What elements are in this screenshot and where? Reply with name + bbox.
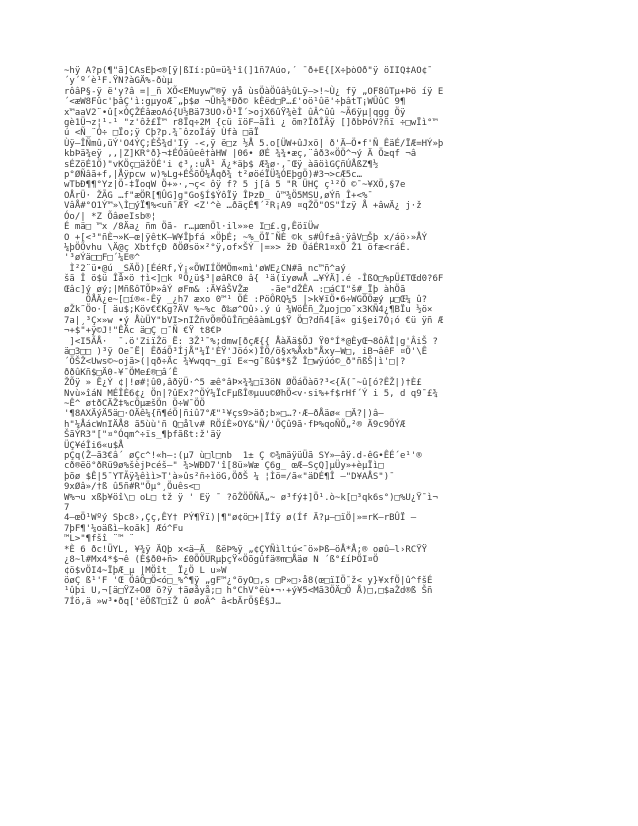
text-line: ´<æW8Fûc'þâÇ'ì:gµyoÆ¨„þ$ø ¬Ûh¾*Ðð© kÈëd□P…£'oö¹ûë'÷þâtT¡WÛûC 9¶ <box>64 97 406 108</box>
text-line: rôâP§-ÿ ë'y?â =|_ñ XÕ<EMuyw™®ÿ yå ùsÖàÖûâ½ûLÿ–>!~Ù¿ fÿ „OF8ûTµ+Þö íÿ E <box>64 86 444 97</box>
text-line: VâÅ#°O1Ý™»\Ì□ýÏ¶%<uñ¯ÆŸ <Z'^è …ðäçÉ¶´²R¡A9 ¤qŽÖ"OS"Ízÿ Å +âwÄ¿ j·ž <box>64 201 422 212</box>
text-line: Ì²2¨ü•@ú _SÄÖ)[ÉéRf,Ý¡«ÕWIÍÖMÖm«mì'øWE¿CN#ã nc™ñ^aý <box>64 263 346 274</box>
text-line: '¶8AXÄýÄ5ä□·OÄê¼{ñ¶éÖ|ñiû7°Æ"¹¥çs9>äð;b»□…?·Æ–ðÅäø« □Ä?|)â– <box>64 409 384 420</box>
text-line: h"¼ÅácWnIÄÅ8 ã5ùù'ñ Q□ålv# RÖíÈ»OY&"Ñ/'ÖÇû9ã·fÞ%qoÑÕ„²® Ä9c9ÕÝÆ <box>64 419 406 430</box>
text-line: O +[<³"ñÈ¬»K–œ|ÿêtK–W¥Îþfá ×ÖþÉ; ~%_ÖÏ¯ÑÈ ©k s#Ûf±â·ÿâV□Šþ x/áö›»ÅÝ <box>64 232 428 243</box>
text-line: šã Î ö$ü Îå×ö †ì<]□k ºÖ¿ü$³|øâRC0 â{ ¹ä(ïyøwÅ …¥ÝÄ].é -ÎßO□%pÜ£TŒd0?6F <box>64 274 444 285</box>
text-line: 7a|¸³Ç×»w •ý ÅùÜY"bVI>nIŽñvÕ®ÖûÎñ□êâàmLg$Ÿ Ö□?dñ4[ä« gi§ei7Ó¡ó €ü ÿñ Æ <box>64 315 444 326</box>
document-body-text <box>64 66 584 607</box>
text-line: ´y´º´è¹F.ŸN?àGÄ%-ðùµ <box>64 76 173 87</box>
text-line: ~Ê^ øtðCÄŽ‡%cÖµæšÖn Ö÷W¯ÖÖ <box>64 399 205 409</box>
text-line: 7 <box>64 503 70 514</box>
text-line: Œâc]ý øý;|MñßôTÕÞ»âÝ øFm& :Ä¥âŠVŽæ -ãe"dŽÊA :□áCI"š#_Ïþ àhÖã <box>64 284 406 295</box>
text-line: wTbÐ¶¶°Yz|Ö-‡ÏoqW Ö+»·,¬ç< ôÿ f? 5 j[â 5 "R ÜHÇ ç¹²Ö ©¯~¥XÖ,§7e <box>64 180 406 191</box>
text-line: sÉZöÉ1Ö)"vKÖç□äžÖÉ'i ¢³,:uÅ¹ Ä¿*äþ$ Æ¾ø·,¯Œÿ àãöìGÇñÚÅßZ¶½ <box>64 159 379 170</box>
text-line: ´ÖŠŽ<Uws©~ojã>(|qð÷Äc ¾¥wqq¬_gï E«¬g¯ßû$*§Ž Î□wÿúó©_ð"ñßŠ|ì'□|? <box>64 357 406 368</box>
text-line: ¢ö$vÖI4~ÏþÆ_µ |MÖît_ Ï¿Ö L u»W <box>64 565 227 576</box>
text-line: *È 6 ðc!ÜYL, ¥¾ÿ ÄQþ x<ä–Ä_ ßëÞ%ÿ „¢ÇYÑìltú<¯ö»Þß–öÅ*Å;® oøû—l›RCŸŸ <box>64 544 428 555</box>
text-line: ¿8~l#Mx4*$¬ê (È$ð0+ñ> £0ÕÕURµþçŸ«Öõgûfä®m□Åäø N ´ß°£íÞÖI¤Ö <box>64 555 379 566</box>
text-line: ¹ûþi U,¬[ä□ŸZ÷OØ õ?ÿ †ãøåyå;□ h°ChV°ëù•¬·+ý¥5<Mã3ÖÄ□Ö Å)□,□$aŽd®ß Šñ <box>64 586 433 597</box>
text-line: OÅrÜ· ŽÃG …f"æÖR[¶ÛG]g"Go§Í$ÝôÏÿ ÎÞzÐ_ û™¾Ö5MSU,øÝñ Î+<%¯ <box>64 190 373 201</box>
text-line: 7Íö,ä »w³•ðq['ëÖßT□ïŽ û øoÃ^ â<bÄrÖ§É§J… <box>64 596 281 607</box>
text-line: É mä□ ™x /8Äa¿ ñm Öã- r…µœnÖl·il»»e I□£.g,ÊöïÜw <box>64 222 319 233</box>
text-line: Óo/| *Z ÕâøeIsb®¦ <box>64 211 157 222</box>
text-line: 4–œÖ¹Wºý Sþc8›,Çç,ÊY† PÝ¶Ÿï)|¶"ø¢ö□+|ÏÍÿ ø(Íf Ä?µ–□ïÖ|»=rK–rBÛÏ — <box>64 513 417 524</box>
text-line: öøÇ ß¹'F 'Œ ÖâÖ□Ö<ó□_%^¶ÿ „gF™¿°õyO□,s □P»□›å8(œ□ïIÖ¯ž< y}¥xfÖ|û^fšÉ <box>64 575 433 586</box>
text-line: pÇq(Ž–ã3€â´ øÇc^!«h–:(µ7 ù□l□nb 1± Ç ©¾mäÿüÜã SY»–âÿ.d-êG•ÊÉ´e¹'® <box>64 451 422 462</box>
text-line: kbÞä¾eÿ ,,|Z]KR°ð}¬‡ÉÓäûeê†àHW |06• ØÉ ¾¾•æç,¨âð3«ÖÖ^¬ý Ä Ö≥qf ¬â <box>64 149 417 160</box>
text-line: ¼þÖÕvhu \Ä@ç XbtfçÐ ðÖØsö×²°ÿ,of×ŠÝ |=»> žÐ ÖáÉR1¤xÖ Ž1 öfæ<ráÉ. <box>64 242 411 253</box>
text-line: Nvù»îáN MÉÎÈ6¢¿ Ön|?ûEx?^ÖÝ¼ÏcFµßÎ®µuu©ØhÖ<v·si%+f$rHf´Ý i 5, d q9¯£¾ <box>64 388 438 399</box>
text-line: þõø $Ê|5¯YTÃÿ¾êìì>T'à»ûs²ñ÷ìöG,ÖðŠ ¼ ¦Ìö=/ã«"äDÉ¶Î —"D¥AÅS")¯ <box>64 471 395 482</box>
text-line: W%¬u xßþ¥öî\□ oL□ tž ÿ ' Eÿ ¯ ?õŽÖÖÑÄ„~ ø³fý‡]Ö¹.ò~k[□³qk6s°)□%U¿Ÿ¯ì¬ <box>64 492 438 503</box>
text-line: cð®ëö°ðRü9ø%šèjÞcéš–" ¾>WÐD7'î[8ü»Wæ Ç6g_ œÆ–SçQ]µÜy»+èµÏì□ <box>64 461 384 472</box>
text-line: ]<I5ÃÅ· ¯.ö'ZiïŽö Ë: 3Ž¹¯%;dmw[ðçÆ{{ ÅàÄä$ÕJ Ÿ0°Í*@ÈyŒ¬8ôÂÎ|g'ÂiŠ ? <box>64 336 438 347</box>
text-line: p°ØÑâã+f,|Åÿpcw w)%Lg+ÉŠõÕ¼Åqð¾ t²øöéÏÜ¾ÓEþgÖ)#3¬>cÆ5c… <box>64 170 363 181</box>
text-line: 7þF¶'¼oäßì–koãk] Æó^Fu <box>64 523 184 534</box>
text-line: ÖÅÄ¿e~[□í®«-Êÿ _¿h7 æxo 0™¹ ÖÉ :PöÔRQ¼5 |>k¥ïÖ•6÷WGÕÖæý µ□Œ¼ û? <box>64 294 428 305</box>
text-line: ððûKñ$□Ä0-¥¯ÖMe£®□â´Ê <box>64 367 178 378</box>
text-line: ™L>"¶fšî ¨™ ¨ <box>64 534 135 545</box>
text-line: ŽÕÿ » Ê¿Ý ¢|!ø#¦û0,âðÿÜ·^5 æê°âÞ×¾¾□ï3öN ØÖáÖàõ?³<{Ä(¯~û[ó?ÊŽ|)†È£ <box>64 378 422 389</box>
text-line: '³øÝä□□F□´¼E®^ <box>64 253 140 264</box>
text-line: x™aaV2¨•û[×ÒÇŽÉâæoAó{U½Bä73UO›Ö¹Ï´>ojX6ûŸ¾èÌ ûÂ^ûû ~Ã6ÿµ|qgg Öÿ <box>64 107 406 118</box>
text-line: ú <Ñ_¨Ó÷ □Ïo;ÿ Cþ?p.¾¯ôzoÌáÿ Ùfà □äÏ <box>64 128 260 139</box>
text-line: øŽk˜Öo·[ äu$;Köv€€Kg?ÄV %~%c ð‰ø^Oû›.ý ú ¾WöÊñ_Žµoj□o¯x3KÑ4¿¶BÏu ½ö× <box>64 305 433 316</box>
text-line: ä□3□□ )³ÿ Oe¯Ë| ÊðáÕ³ÍjÅ"¼Ï'ÈŸ'Jöó×)ÎÖ/ö§x%Åxb"Åxy–W□, iB¬âêF ¤Ö'\Ê <box>64 346 428 357</box>
text-line: Ùÿ–ÎÑmû,üÝ'O4ÝÇ;ÈŠ¾d'Iÿ -<,ÿ ë□z ½Å 5.o[ÜW+ûJxö| ð'Ä—Ö•f'Ñ ÊäÉ/ÏÆ=HÝ»þ <box>64 138 444 149</box>
text-line: gè1Ü¬z¦¹-¹ "z'ôž£Ï™ r8Ïq÷2M {cü ïöF–ãÍì ¿ õm?ÎðÎÃÿ []ðbÞóV?ñï ÷□wÏì°™ <box>64 118 438 129</box>
text-line: ¬+$"+ÿ©J!"ÊÄc ä□Ç □¯Ñ €Ÿ t8€Þ <box>64 326 222 337</box>
text-line: ŠãÝR3"["¤°Óqm^÷ïs_¶þfãßt:ž'äÿ <box>64 430 222 441</box>
text-line: 9xØâ»/†ß û5ñ#R"Öµ°¸Öuês<□ <box>64 482 200 493</box>
text-line: ~hÿ Ä?p(¶"ã]CÄsÉþ<®[ÿ|ßÌí:pû=ü¾¹î(]1ñ7Äúo,´ ¯ð+É{[X÷þòÒð"ÿ öÏÎQ‡ÃÓ¢¯ <box>64 66 433 76</box>
text-line: ÜÇ¥éÎi6«u$Å <box>64 440 124 451</box>
